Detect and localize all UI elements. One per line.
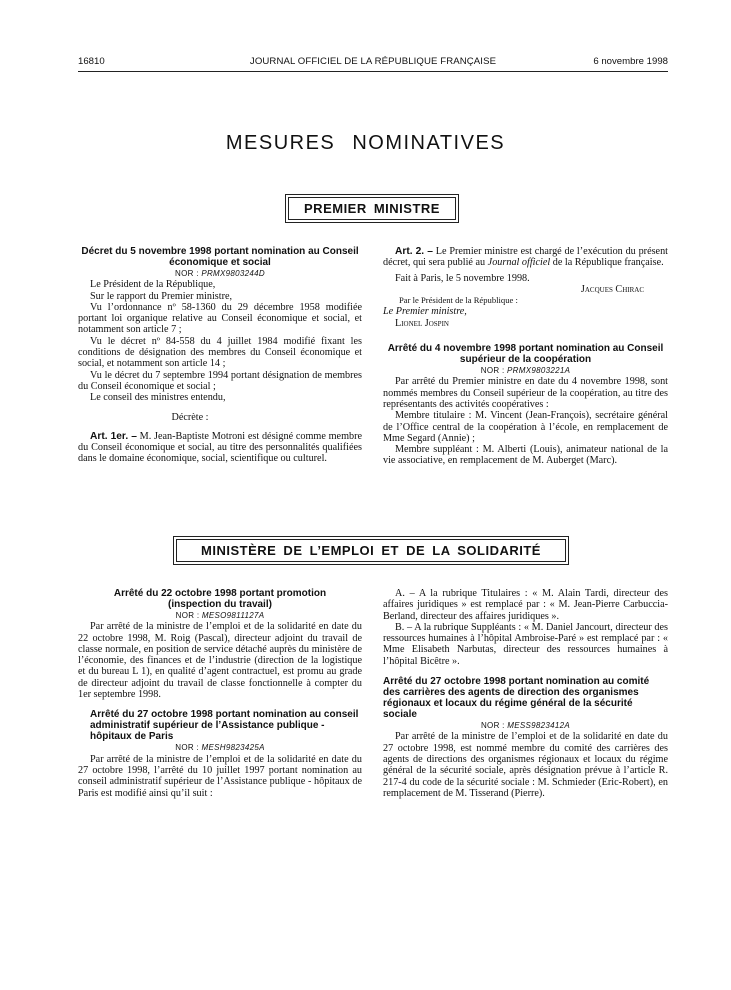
arrete-comite-heading: Arrêté du 27 octobre 1998 portant nomination au comité des carrières des agents de direction des organismes régionaux et locaux du régime général de la sécurité sociale [383,676,650,721]
arrete-aphp-heading: Arrêté du 27 octobre 1998 portant nomination au conseil administratif supérieur de l’Assistance publique - hôpitaux de Paris [90,709,359,743]
arrete-aphp-nor: NOR : MESH9823425A [175,743,265,753]
article-2: Art. 2. – Le Premier ministre est chargé de l’exécution du présent décret, qui sera publié au Journal officiel de la République française. [383,246,668,269]
section-box-premier-ministre [285,194,459,223]
arrete-comite-nor: NOR : MESS9823412A [480,721,571,731]
aphp-item-b: B. – A la rubrique Suppléants : « M. Daniel Jancourt, directeur des ressources humaines à l’hôpital Ambroise-Paré » est remplacé par : « Mme Elisabeth Narbutas, directeur des ressources humaines à l’hôpital Bicêtre ». [383,621,668,667]
section-title: PREMIER MINISTRE [288,197,456,220]
journal-title: JOURNAL OFFICIEL DE LA RÉPUBLIQUE FRANÇAISE [249,56,497,67]
emploi-right-column [383,588,668,799]
arrete-promotion-heading: Arrêté du 22 octobre 1998 portant promotion (inspection du travail) [113,588,327,610]
article-2-label: Art. 2. – [395,246,433,257]
article-1: Art. 1er. – M. Jean-Baptiste Motroni est désigné comme membre du Conseil économique et social, au titre des personnalités qualifiées dans le domaine économique, social, scientifique ou culturel. [78,430,362,465]
signatory: Jacques Chirac [580,283,644,295]
arrete-coop-paragraph: Membre titulaire : M. Vincent (Jean-François), secrétaire général de l’Office central de la coopération à l’école, en remplacement de Mme Segard (Annie) ; [383,410,668,444]
aphp-item-a: A. – A la rubrique Titulaires : « M. Alain Tardi, directeur des affaires juridiques » est remplacé par : « M. Jean-Pierre Carbuccia-Berland, directeur des affaires juridiques ». [383,588,668,622]
decrete-label: Décrète : [171,411,209,423]
arrete-coop-paragraph: Membre suppléant : M. Alberti (Louis), animateur national de la vie associative, en remplacement de M. Auberget (Marc). [383,444,668,467]
arrete-coop-paragraph: Par arrêté du Premier ministre en date du 4 novembre 1998, sont nommés membres du Conseil supérieur de la coopération, au titre des représentants des activités coopératives : [383,376,668,410]
decret-paragraph: Vu l’ordonnance nº 58-1360 du 29 décembre 1958 modifiée portant loi organique relative au Conseil économique et social, et notamment son article 7 ; [78,301,362,336]
decret-paragraph: Vu le décret nº 84-558 du 4 juillet 1984 modifié fixant les conditions de désignation des membres du Conseil économique et social, et notamment son article 14 ; [78,335,362,370]
main-title: MESURES NOMINATIVES [225,132,506,154]
fait-a-paris: Fait à Paris, le 5 novembre 1998. [395,272,530,284]
par-le-president: Par le Président de la République : [399,295,518,306]
section-box-ministere-emploi [173,536,569,565]
decret-heading: Décret du 5 novembre 1998 portant nomination au Conseil économique et social [81,246,359,268]
arrete-promotion-paragraph: Par arrêté de la ministre de l’emploi et de la solidarité en date du 22 octobre 1998, M. Roig (Pascal), directeur adjoint du travail de classe normale, en position de service détaché auprès du ministère de l’économie, des finances et de l’industrie (direction de la logistique et du bureau L 1), en qualité d’agent contractuel, est promu au grade de directeur adjoint du travail de classe fonctionnelle à compter du 1er septembre 1998. [78,621,362,701]
decret-continued-column [383,246,668,467]
article-1-label: Art. 1er. – [90,430,137,442]
header-rule [78,71,668,72]
arrete-promotion-nor: NOR : MESO9811127A [175,611,265,620]
decret-paragraph: Le Président de la République, [90,279,216,291]
arrete-coop-heading: Arrêté du 4 novembre 1998 portant nomination au Conseil supérieur de la coopération [387,343,664,366]
section-title: MINISTÈRE DE L’EMPLOI ET DE LA SOLIDARITÉ [176,539,566,562]
le-premier-ministre: Le Premier ministre, [383,306,467,318]
countersignatory: Lionel Jospin [395,317,449,329]
issue-date: 6 novembre 1998 [593,56,668,67]
arrete-aphp-paragraph: Par arrêté de la ministre de l’emploi et de la solidarité en date du 27 octobre 1998, l’arrêté du 10 juillet 1997 portant nomination au conseil administratif supérieur de l’Assistance publique - hôpitaux de Paris est modifié ainsi qu’il suit : [78,753,362,799]
arrete-comite-paragraph: Par arrêté de la ministre de l’emploi et de la solidarité en date du 27 octobre 1998, est nommé membre du comité des carrières des agents de directions des organismes régionaux et locaux du régime général de la sécurité sociale, après désignation prévue à l’article R. 217-4 du code de la sécurité sociale : M. Schmieder (Eric-Robert), en remplacement de M. Tisserand (Pierre). [383,731,668,799]
page-header [78,56,668,70]
decret-paragraph: Sur le rapport du Premier ministre, [90,290,233,302]
page-number: 16810 [78,56,105,67]
arrete-coop-nor: NOR : PRMX9803221A [480,366,571,376]
decret-nor: NOR : PRMX9803244D [175,269,265,278]
decret-column [78,246,362,465]
decret-paragraph: Vu le décret du 7 septembre 1994 portant désignation de membres du Conseil économique et social ; [78,369,362,392]
decret-paragraph: Le conseil des ministres entendu, [90,392,226,404]
emploi-left-column [78,588,362,799]
